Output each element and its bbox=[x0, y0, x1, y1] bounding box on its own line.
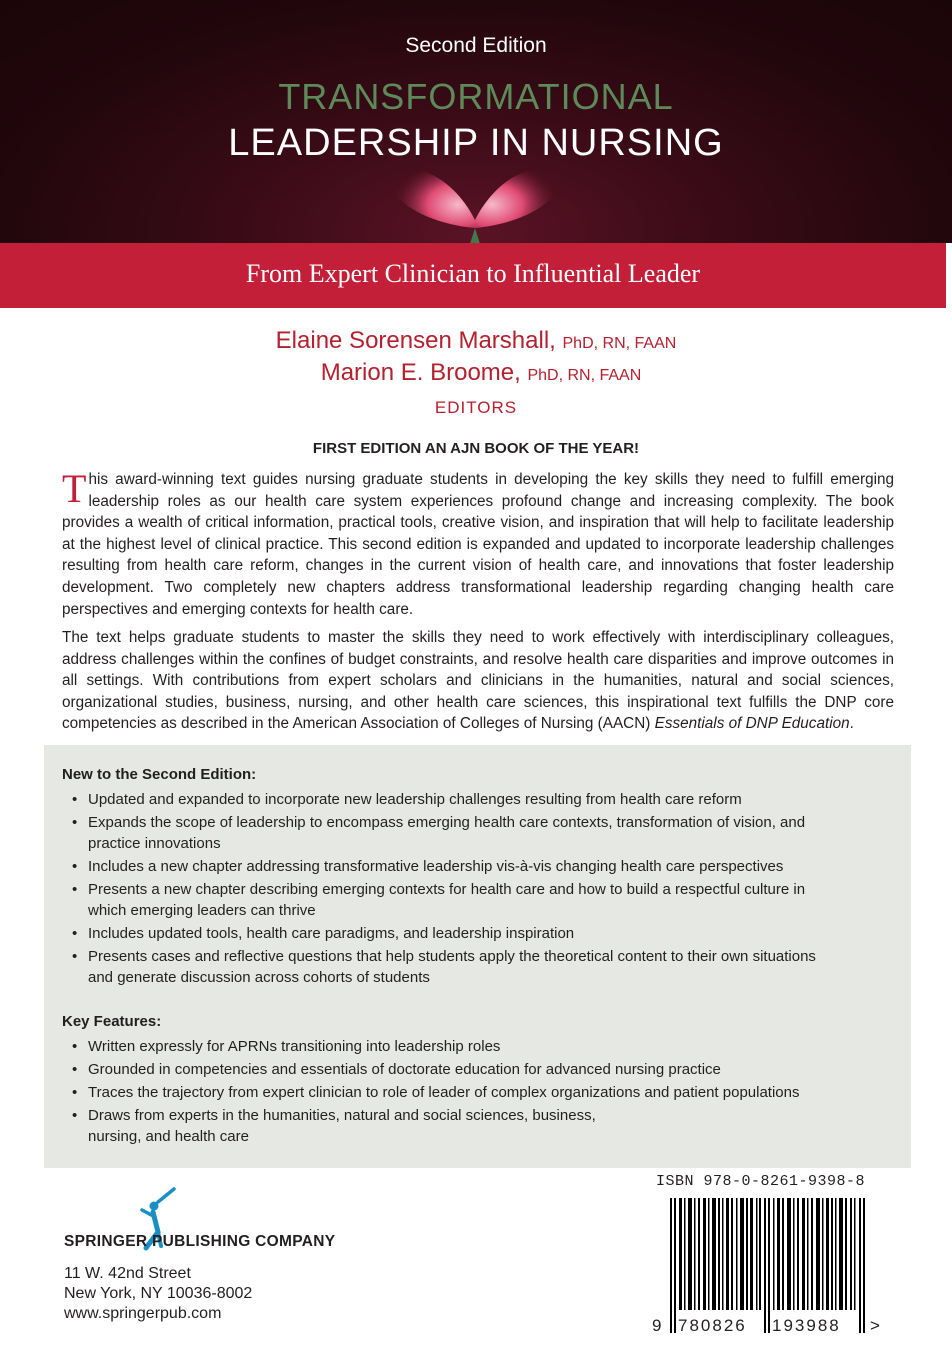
publisher-address-line-2: New York, NY 10036-8002 bbox=[64, 1285, 253, 1302]
isbn-barcode bbox=[648, 1168, 888, 1360]
list-item: • Includes updated tools, health care paradigms, and leadership inspiration bbox=[70, 923, 830, 944]
list-item: • Expands the scope of leadership to encompass emerging health care contexts, transformation of vision, and practice innovations bbox=[70, 812, 830, 854]
isbn-label: ISBN 978-0-8261-9398-8 bbox=[656, 1173, 866, 1190]
list-item: • Written expressly for APRNs transitioning into leadership roles bbox=[70, 1036, 870, 1057]
description-paragraph-1 bbox=[62, 466, 894, 620]
publisher-website[interactable]: www.springerpub.com bbox=[64, 1305, 222, 1322]
barcode-digits-right: 193988 bbox=[772, 1316, 841, 1335]
editors-label: EDITORS bbox=[434, 398, 518, 417]
barcode-arrow: > bbox=[870, 1316, 880, 1335]
edition-label: Second Edition bbox=[405, 34, 547, 57]
paragraph-2-end: . bbox=[849, 715, 854, 733]
paragraph-2-text: The text helps graduate students to master the skills they need to work effectively with interdisciplinary colleagues, address challenges within the confines of budget constraints, and resolve health care disparities and improve outcomes in all settings. With contributions from expert scholars and clinicians in the humanities, natural and social sciences, organizational studies, business, nursing, and other health care sciences, this inspirational text fulfills the DNP core competencies as described in the American Association of Colleges of Nursing (AACN) bbox=[62, 629, 894, 733]
barcode-digit-first: 9 bbox=[652, 1316, 662, 1335]
features-panel bbox=[44, 745, 911, 1168]
title-line-1: TRANSFORMATIONAL bbox=[278, 76, 674, 117]
author-2 bbox=[0, 359, 952, 387]
barcode-digits-left: 780826 bbox=[678, 1316, 747, 1335]
list-item: • Presents a new chapter describing emerging contexts for health care and how to build a respectful culture in which emerging leaders can thrive bbox=[70, 879, 830, 921]
list-item: • Traces the trajectory from expert clinician to role of leader of complex organizations and patient populations bbox=[70, 1082, 870, 1103]
drop-cap: T bbox=[62, 466, 87, 511]
barcode-bars bbox=[670, 1198, 866, 1333]
cover-header bbox=[0, 0, 952, 243]
list-item: • Updated and expanded to incorporate new leadership challenges resulting from health care reform bbox=[70, 789, 830, 810]
publisher-name: SPRINGER PUBLISHING COMPANY bbox=[64, 1233, 336, 1250]
butterfly-image bbox=[380, 150, 570, 243]
description-paragraph-2 bbox=[62, 627, 894, 735]
author-1-name: Elaine Sorensen Marshall, bbox=[275, 327, 556, 354]
award-headline: FIRST EDITION AN AJN BOOK OF THE YEAR! bbox=[312, 440, 640, 457]
subtitle: From Expert Clinician to Influential Leader bbox=[245, 259, 701, 288]
new-edition-heading: New to the Second Edition: bbox=[62, 766, 257, 783]
list-item: • Grounded in competencies and essentials of doctorate education for advanced nursing practice bbox=[70, 1059, 870, 1080]
key-features-list bbox=[70, 1036, 870, 1149]
list-item: • Presents cases and reflective questions that help students apply the theoretical content to their own situations and generate discussion across cohorts of students bbox=[70, 946, 830, 988]
paragraph-1-text: his award-winning text guides nursing graduate students in developing the key skills they need to fulfill emerging leadership roles as our health care system experiences profound change and increasing complexity. The book provides a wealth of critical information, practical tools, creative vision, and inspiration that will help to facilitate leadership at the highest level of clinical practice. This second edition is expanded and updated to incorporate leadership challenges resulting from health care reform, changes in the current vision of health care, and innovations that foster leadership development. Two completely new chapters address transformational leadership regarding changing health care perspectives and emerging contexts for health care. bbox=[62, 471, 894, 618]
author-2-name: Marion E. Broome, bbox=[320, 359, 521, 386]
author-1-credentials: PhD, RN, FAAN bbox=[562, 335, 677, 352]
list-item: • Draws from experts in the humanities, natural and social sciences, business, nursing, and health care bbox=[70, 1105, 630, 1147]
author-1 bbox=[0, 327, 952, 355]
title-line-2: LEADERSHIP IN NURSING bbox=[228, 122, 724, 164]
paragraph-2-italic-title: Essentials of DNP Education bbox=[654, 715, 850, 733]
list-item: • Includes a new chapter addressing transformative leadership vis-à-vis changing health care perspectives bbox=[70, 856, 830, 877]
new-edition-list bbox=[70, 789, 830, 990]
author-2-credentials: PhD, RN, FAAN bbox=[527, 367, 642, 384]
key-features-heading: Key Features: bbox=[62, 1013, 162, 1030]
subtitle-band bbox=[0, 243, 952, 308]
publisher-address-line-1: 11 W. 42nd Street bbox=[64, 1265, 191, 1282]
